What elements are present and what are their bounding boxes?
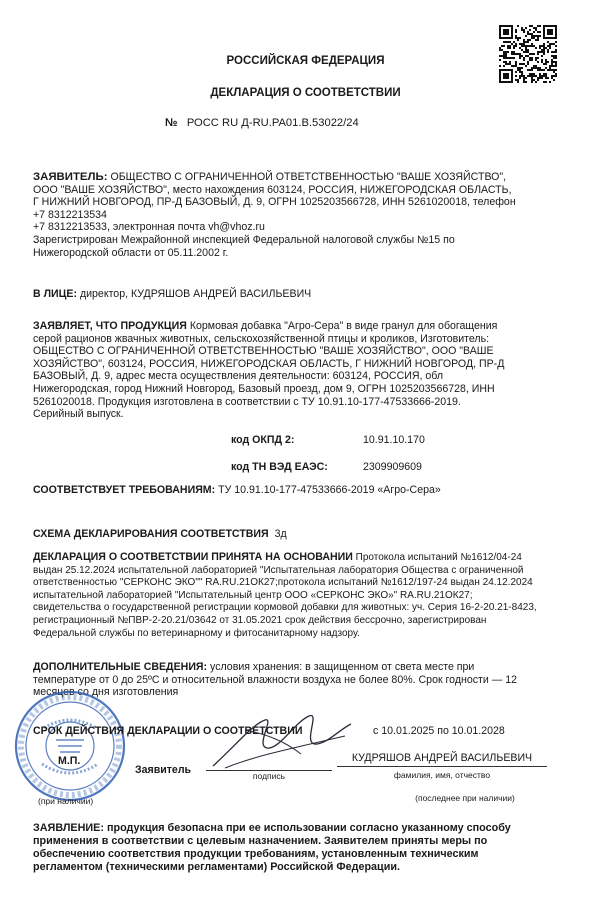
declares-block xyxy=(33,320,593,421)
statement-label: ЗАЯВЛЕНИЕ: xyxy=(33,822,104,834)
number-value: РОСС RU Д-RU.PA01.B.53022/24 xyxy=(186,117,359,129)
additional-line: условия хранения: в защищенном от света месте при xyxy=(210,661,475,673)
validity-label: СРОК ДЕЙСТВИЯ ДЕКЛАРАЦИИ О СООТВЕТСТВИИ xyxy=(33,725,303,737)
okpd-value: 10.91.10.170 xyxy=(363,434,425,446)
statement-line: применения в соответствии с целевым назначением. Заявителем приняты меры по xyxy=(33,835,488,847)
statement-line: обеспечению соответствия продукции требованиям, установленным техническим xyxy=(33,848,479,860)
declares-line: ОБЩЕСТВО С ОГРАНИЧЕННОЙ ОТВЕТСТВЕННОСТЬЮ "ВАШЕ ХОЗЯЙСТВО", ООО "ВАШЕ xyxy=(33,345,494,358)
additional-line: температуре от 0 до 25ºС и относительной влажности воздуха не более 80%. Срок годности — 12 xyxy=(33,673,518,686)
conforms-block xyxy=(33,484,441,497)
basis-label: ДЕКЛАРАЦИЯ О СООТВЕТСТВИИ ПРИНЯТА НА ОСНОВАНИИ xyxy=(33,551,353,563)
declares-line: серой рационов жвачных животных, сельскохозяйственной птицы и кроликов, Изготовитель: xyxy=(33,332,490,345)
applicant-line: ООО "ВАШЕ ХОЗЯЙСТВО", место нахождения 603124, РОССИЯ, НИЖЕГОРОДСКАЯ ОБЛАСТЬ, xyxy=(33,183,512,196)
basis-line: Протокола испытаний №1612/04-24 xyxy=(355,552,522,563)
applicant-sign-label: Заявитель xyxy=(135,764,192,776)
applicant-label: ЗАЯВИТЕЛЬ: xyxy=(33,171,108,183)
basis-line: выдан 25.12.2024 испытательной лабораторией "Испытательная лаборатория Общества с ограниченной xyxy=(33,564,524,576)
declares-line: Нижегородская, город Нижний Новгород, Базовый проезд, дом 9, ОГРН 1025203566728, ИНН xyxy=(33,382,495,395)
basis-line: свидетельства о государственной регистрации кормовой добавки для животных: уч. Серия 16-2-20.21-8423, xyxy=(33,602,537,614)
declares-label: ЗАЯВЛЯЕТ, ЧТО ПРОДУКЦИЯ xyxy=(33,320,187,332)
declares-line: БАЗОВЫЙ, Д. 9, адрес места осуществления деятельности: 603124, РОССИЯ, обл xyxy=(33,370,444,383)
basis-line: регистрационный №ПВР-2-20.21/03642 от 31.05.2021 срок действия бессрочно, зарегистрирован xyxy=(33,614,487,626)
person-text: директор, КУДРЯШОВ АНДРЕЙ ВАСИЛЬЕВИЧ xyxy=(79,288,312,300)
applicant-block xyxy=(33,171,593,259)
additional-line: месяцев со дня изготовления xyxy=(33,686,179,699)
mp-note: (при наличии) xyxy=(38,796,94,806)
scheme-value: 3д xyxy=(274,528,287,540)
additional-label: ДОПОЛНИТЕЛЬНЫЕ СВЕДЕНИЯ: xyxy=(33,661,208,673)
conforms-label: СООТВЕТСТВУЕТ ТРЕБОВАНИЯМ: xyxy=(33,484,216,496)
number-sign: № xyxy=(165,117,178,129)
name-caption: фамилия, имя, отчество xyxy=(393,770,491,780)
applicant-line: ОБЩЕСТВО С ОГРАНИЧЕННОЙ ОТВЕТСТВЕННОСТЬЮ "ВАШЕ ХОЗЯЙСТВО", xyxy=(110,171,507,183)
mp-label: М.П. xyxy=(58,755,81,767)
statement-line: продукция безопасна при ее использовании согласно указанному способу xyxy=(106,822,511,834)
tnved-value: 2309909609 xyxy=(363,461,422,473)
person-block xyxy=(33,288,311,301)
signature-caption: подпись xyxy=(252,771,286,781)
tnved-label: код ТН ВЭД ЕАЭС: xyxy=(231,461,328,473)
basis-line: испытательной лабораторией "Испытательный центр ООО «СЕРКОНС ЭКО»" RA.RU.21ОК27; xyxy=(33,589,473,601)
declares-line: Серийный выпуск. xyxy=(33,408,124,421)
handwritten-signature-icon xyxy=(205,706,355,776)
declares-line: 5261020018. Продукция изготовлена в соответствии с ТУ 10.91.10-177-47533666-2019. xyxy=(33,395,461,408)
okpd-label: код ОКПД 2: xyxy=(231,434,295,446)
declaration-number xyxy=(165,117,359,130)
basis-line: Федеральной службы по ветеринарному и фитосанитарному надзору. xyxy=(33,627,360,639)
declares-line: ХОЗЯЙСТВО", 603124, РОССИЯ, НИЖЕГОРОДСКАЯ ОБЛАСТЬ, Г НИЖНИЙ НОВГОРОД, ПР-Д xyxy=(33,357,505,370)
document-title: ДЕКЛАРАЦИЯ О СООТВЕТСТВИИ xyxy=(210,87,401,99)
statement-block xyxy=(33,822,598,874)
scheme-label: СХЕМА ДЕКЛАРИРОВАНИЯ СООТВЕТСТВИЯ xyxy=(33,528,269,540)
applicant-line: Г НИЖНИЙ НОВГОРОД, ПР-Д БАЗОВЫЙ, Д. 9, ОГРН 1025203566728, ИНН 5261020018, телефон xyxy=(33,196,516,209)
validity-value: с 10.01.2025 по 10.01.2028 xyxy=(373,725,505,737)
applicant-line: Нижегородской области от 05.11.2002 г. xyxy=(33,246,229,259)
applicant-line: +7 8312213534 xyxy=(33,208,107,221)
basis-line: ответственностью "СЕРКОНС ЭКО"" RA.RU.21ОК27;протокола испытаний №1612/197-24 выдан 24.12.2024 xyxy=(33,577,533,589)
applicant-line: +7 8312213533, электронная почта vh@vhoz.ru xyxy=(33,221,265,234)
name-line xyxy=(337,766,547,767)
basis-block xyxy=(33,551,598,640)
declares-line: Кормовая добавка "Агро-Сера" в виде гранул для обогащения xyxy=(189,320,498,332)
applicant-line: Зарегистрирован Межрайонной инспекцией Федеральной налоговой службы №15 по xyxy=(33,233,455,246)
statement-line: регламентом (техническими регламентами) Российской Федерации. xyxy=(33,861,400,873)
signer-name: КУДРЯШОВ АНДРЕЙ ВАСИЛЬЕВИЧ xyxy=(351,752,533,764)
stamp-seal-icon xyxy=(14,690,126,802)
scheme-block xyxy=(33,528,287,541)
conforms-text: ТУ 10.91.10-177-47533666-2019 «Агро-Сера» xyxy=(218,484,441,496)
country-title: РОССИЙСКАЯ ФЕДЕРАЦИЯ xyxy=(226,55,385,67)
person-label: В ЛИЦЕ: xyxy=(33,288,77,300)
patronymic-note: (последнее при наличии) xyxy=(415,793,515,803)
qr-code-icon xyxy=(499,25,557,83)
